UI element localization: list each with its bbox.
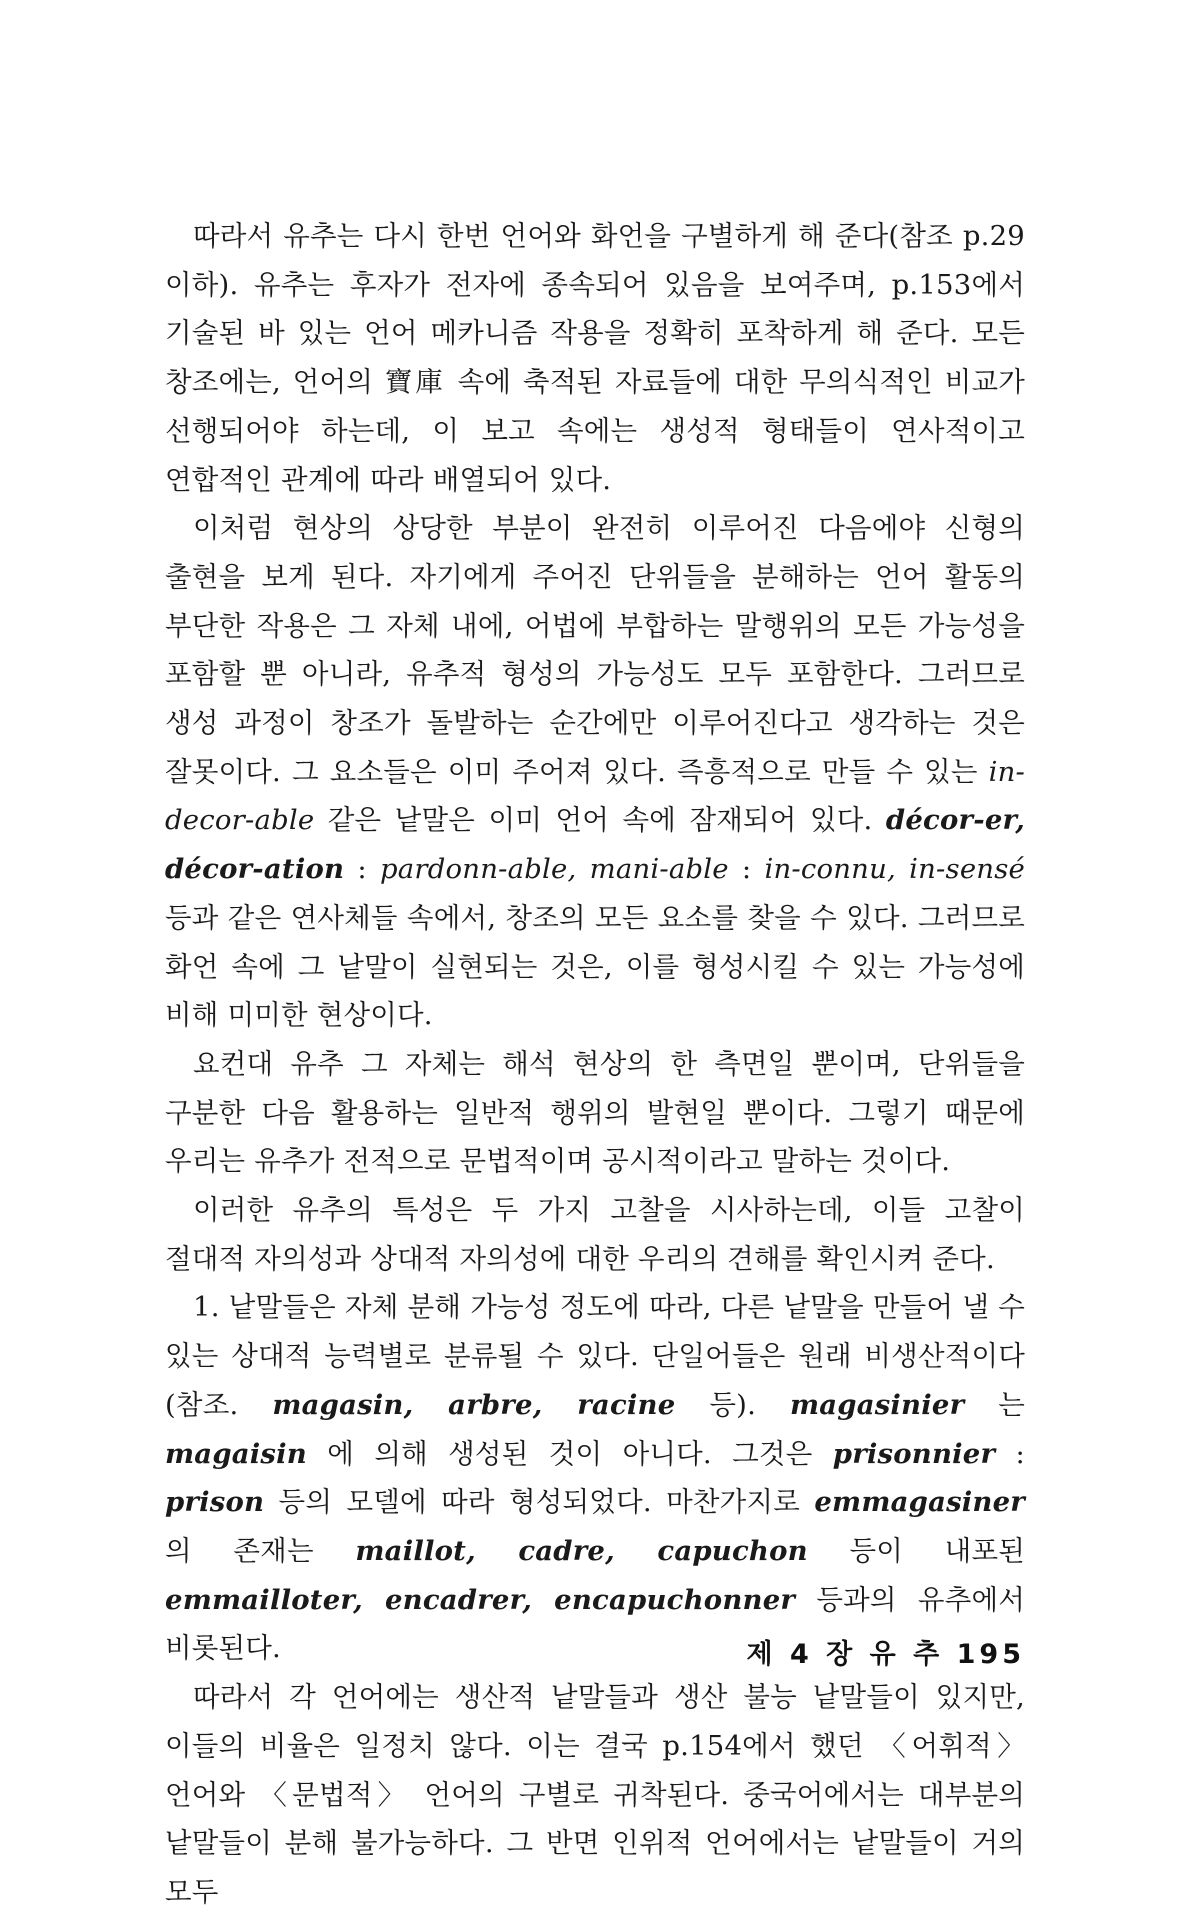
paragraph-text: 이러한 유추의 특성은 두 가지 고찰을 시사하는데, 이들 고찰이 절대적 자의성과 상대적 자의성에 대한 우리의 견해를 확인시켜 준다. [165,1194,1025,1275]
italic-term: pardonn-able, mani-able [380,853,729,886]
paragraph [165,504,1025,1040]
italic-bold-term: magasinier [789,1388,965,1421]
running-footer [747,1632,1026,1671]
paragraph [165,1283,1025,1673]
paragraph-text: : [995,1437,1025,1470]
paragraph-text: : [728,853,765,886]
paragraph-text: 는 [964,1388,1025,1421]
paragraph-text: 같은 낱말은 이미 언어 속에 잠재되어 있다. [314,804,886,837]
paragraph [165,1040,1025,1186]
italic-bold-term: prison [165,1486,265,1519]
paragraph-text: 등의 모델에 따라 형성되었다. 마찬가지로 [264,1486,815,1519]
paragraph-text: 등과의 유추에서 비롯된다. [165,1583,1025,1665]
paragraph-text: 의 존재는 [165,1534,356,1567]
paragraph [165,1673,1025,1917]
italic-bold-term: emmagasiner [814,1486,1025,1519]
paragraph-text: 1. 낱말들은 자체 분해 가능성 정도에 따라, 다른 낱말을 만들어 낼 수 있는 상대적 능력별로 분류될 수 있다. 단일어들은 원래 비생산적이다(참조. [165,1291,1025,1421]
page-number: 195 [956,1639,1025,1670]
paragraph-text: 따라서 각 언어에는 생산적 낱말들과 생산 불능 낱말들이 있지만, 이들의 비율은 일정치 않다. 이는 결국 p.154에서 했던 〈어휘적〉 언어와 〈문법적〉 언어의 구별로 귀착된다. 중국어에서는 대부분의 낱말들이 분해 불가능하다. 그 반면 인위적 언어에서는 낱말들이 거의 모두 [165,1681,1025,1908]
paragraph-text: 요컨대 유추 그 자체는 해석 현상의 한 측면일 뿐이며, 단위들을 구분한 다음 활용하는 일반적 행위의 발현일 뿐이다. 그렇기 때문에 우리는 유추가 전적으로 문법적이며 공시적이라고 말하는 것이다. [165,1047,1025,1178]
paragraph-text: : [344,853,380,886]
paragraph [165,1186,1025,1283]
italic-term: in-decor-able [165,755,1025,837]
paragraph-text: 등). [675,1388,790,1421]
italic-bold-term: prisonnier [832,1437,996,1470]
paragraph-text: 따라서 유추는 다시 한번 언어와 화언을 구별하게 해 준다(참조 p.29 이하). 유추는 후자가 전자에 종속되어 있음을 보여주며, p.153에서 기술된 바 있는 언어 메카니즘 작용을 정확히 포착하게 해 준다. 모든 창조에는, 언어의 寶庫 속에 축적된 자료들에 대한 무의식적인 비교가 선행되어야 하는데, 이 보고 속에는 생성적 형태들이 연사적이고 연합적인 관계에 따라 배열되어 있다. [165,220,1025,496]
paragraph [165,212,1025,504]
paragraph-text: 등과 같은 연사체들 속에서, 창조의 모든 요소를 찾을 수 있다. 그러므로 화언 속에 그 낱말이 실현되는 것은, 이를 형성시킬 수 있는 가능성에 비해 미미한 현상이다. [165,901,1025,1032]
italic-bold-term: magasin, arbre, racine [272,1388,676,1421]
chapter-title: 제 4 장 유 추 [746,1639,944,1670]
italic-bold-term: magaisin [165,1437,307,1470]
italic-bold-term: emmailloter, encadrer, encapuchonner [165,1583,796,1616]
italic-bold-term: décor-er, décor-ation [165,804,1025,886]
paragraph-text: 등이 내포된 [807,1534,1025,1567]
paragraph-text: 에 의해 생성된 것이 아니다. 그것은 [306,1437,833,1470]
italic-term: in-connu, in-sensé [764,853,1025,886]
paragraph-text: 이처럼 현상의 상당한 부분이 완전히 이루어진 다음에야 신형의 출현을 보게 된다. 자기에게 주어진 단위들을 분해하는 언어 활동의 부단한 작용은 그 자체 내에, 어법에 부합하는 말행위의 모든 가능성을 포함할 뿐 아니라, 유추적 형성의 가능성도 모두 포함한다. 그러므로 생성 과정이 창조가 돌발하는 순간에만 이루어진다고 생각하는 것은 잘못이다. 그 요소들은 이미 주어져 있다. 즉흥적으로 만들 수 있는 [165,512,1025,788]
italic-bold-term: maillot, cadre, capuchon [355,1534,808,1567]
